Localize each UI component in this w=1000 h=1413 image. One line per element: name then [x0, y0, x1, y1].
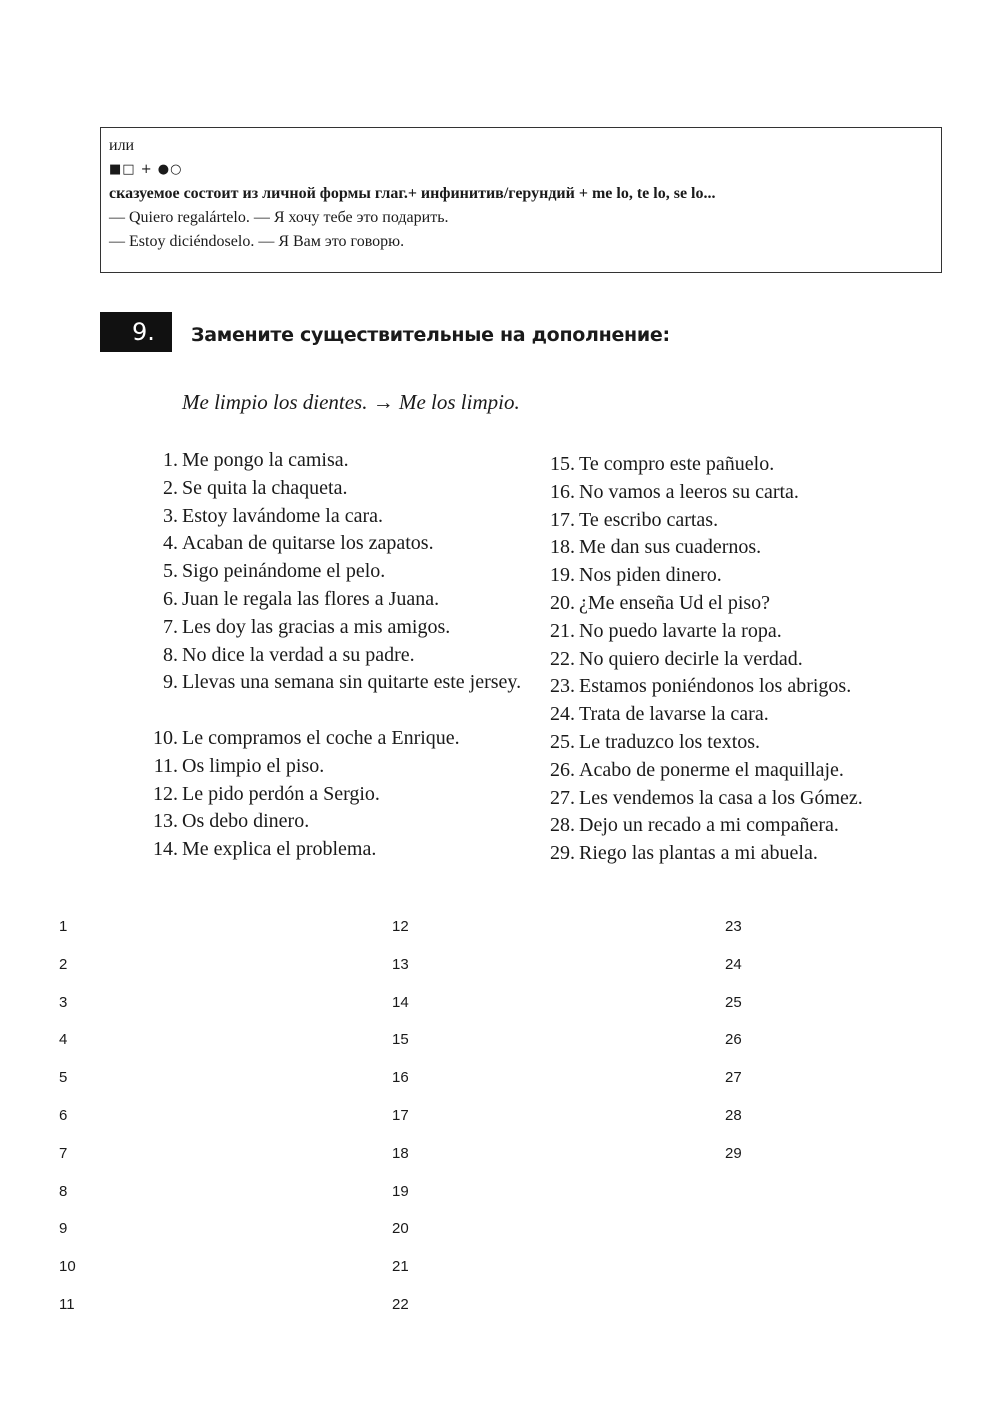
- exercise-item: [140, 475, 540, 503]
- exercise-item-number: 5.: [163, 560, 178, 583]
- answer-slot-label: 13: [392, 955, 409, 973]
- exercise-item-number: 7.: [163, 615, 178, 638]
- exercise-item: [140, 614, 540, 642]
- rule-example-1: — Quiero regalártelo. — Я хочу тебе это подарить.: [109, 209, 449, 226]
- exercise-item: [140, 503, 540, 531]
- answer-slot-label: 9: [59, 1220, 68, 1238]
- exercise-item-number: 6.: [163, 587, 178, 610]
- rule-symbols: ■□ + ●○: [109, 162, 183, 177]
- exercise-item-text: Nos piden dinero.: [579, 564, 722, 587]
- exercise-item-number: 15.: [550, 453, 575, 475]
- exercise-item: [537, 840, 937, 868]
- answer-slot-label: 1: [59, 918, 68, 935]
- answer-slot-label: 5: [59, 1069, 68, 1087]
- exercise-item-text: Me pongo la camisa.: [182, 449, 349, 471]
- exercise-example: Me limpio los dientes. → Me los limpio.: [182, 390, 520, 414]
- answer-slot-label: 21: [392, 1258, 409, 1276]
- exercise-item-number: 25.: [550, 730, 575, 753]
- exercise-item-text: Les doy las gracias a mis amigos.: [182, 615, 451, 638]
- answer-slot-label: 29: [725, 1144, 742, 1162]
- exercise-item-number: 20.: [550, 591, 575, 614]
- exercise-item: [140, 558, 540, 586]
- exercise-item-text: Sigo peinándome el pelo.: [182, 560, 386, 583]
- exercise-item-number: 9.: [163, 671, 178, 694]
- exercise-item-number: 18.: [550, 536, 575, 559]
- exercise-item-number: 28.: [550, 814, 575, 837]
- exercise-item: [537, 785, 937, 813]
- answer-slot-label: 2: [59, 955, 68, 973]
- exercise-list-left: [140, 447, 540, 864]
- exercise-item-number: 21.: [550, 619, 575, 642]
- exercise-item-text: Os debo dinero.: [182, 810, 310, 833]
- answer-slot-label: 14: [392, 993, 409, 1011]
- exercise-item-text: Acaban de quitarse los zapatos.: [182, 532, 434, 555]
- exercise-item-number: 16.: [550, 480, 575, 503]
- answer-slot-label: 20: [392, 1220, 409, 1238]
- exercise-item-text: Riego las plantas a mi abuela.: [579, 842, 818, 865]
- exercise-item: [537, 701, 937, 729]
- answer-slot-label: 17: [392, 1106, 409, 1124]
- answer-slot-label: 18: [392, 1144, 409, 1162]
- exercise-item-number: 4.: [163, 532, 178, 555]
- exercise-item-text: Me explica el problema.: [182, 838, 377, 861]
- answer-slot-label: 26: [725, 1031, 742, 1049]
- exercise-item-number: 26.: [550, 758, 575, 781]
- exercise-item-number: 19.: [550, 564, 575, 587]
- exercise-item-number: 14.: [153, 838, 178, 861]
- exercise-item-text: Le compramos el coche a Enrique.: [182, 726, 460, 749]
- exercise-item-number: 2.: [163, 476, 178, 499]
- answer-column-3: [725, 917, 742, 1182]
- exercise-item: [537, 812, 937, 840]
- exercise-item: [537, 729, 937, 757]
- answer-column-1: [59, 917, 76, 1333]
- exercise-item-text: Llevas una semana sin quitarte este jersey.: [182, 671, 522, 694]
- exercise-item: [140, 808, 540, 836]
- grammar-rule-box: [100, 127, 942, 273]
- answer-slot-label: 24: [725, 955, 742, 973]
- exercise-item-text: No vamos a leeros su carta.: [579, 480, 799, 503]
- answer-column-2: [392, 917, 409, 1333]
- exercise-item-text: No quiero decirle la verdad.: [579, 647, 803, 670]
- answer-slot-label: 8: [59, 1182, 68, 1200]
- rule-description: сказуемое состоит из личной формы глаг.+ инфинитив/герундий + me lo, te lo, se lo...: [109, 185, 716, 202]
- answer-slot-label: 3: [59, 993, 68, 1011]
- rule-line-or: или: [109, 137, 135, 154]
- exercise-item: [537, 673, 937, 701]
- answer-slot-label: 6: [59, 1106, 68, 1124]
- exercise-item-number: 11.: [153, 754, 178, 777]
- exercise-item-text: Le traduzco los textos.: [579, 730, 761, 753]
- exercise-item: [537, 562, 937, 590]
- exercise-item-text: Te compro este pañuelo.: [579, 453, 775, 475]
- exercise-item-number: 29.: [550, 842, 575, 865]
- answer-slot-label: 10: [59, 1258, 76, 1276]
- exercise-item: [140, 530, 540, 558]
- exercise-item-text: Estamos poniéndonos los abrigos.: [579, 675, 852, 698]
- answer-slot-label: 23: [725, 918, 742, 935]
- exercise-title: Замените существительные на дополнение:: [191, 324, 670, 346]
- exercise-item-text: Juan le regala las flores a Juana.: [182, 587, 440, 610]
- exercise-item-text: Dejo un recado a mi compañera.: [579, 814, 839, 837]
- exercise-item-text: No puedo lavarte la ropa.: [579, 619, 782, 642]
- rule-example-2: — Estoy diciéndoselo. — Я Вам это говорю.: [109, 233, 405, 250]
- exercise-item: [140, 725, 540, 753]
- exercise-item-number: 17.: [550, 508, 575, 531]
- exercise-item-number: 13.: [153, 810, 178, 833]
- exercise-item-number: 10.: [153, 726, 178, 749]
- answer-slot-label: 27: [725, 1069, 742, 1087]
- exercise-item: [537, 534, 937, 562]
- exercise-item: [537, 507, 937, 535]
- exercise-item-number: 23.: [550, 675, 575, 698]
- answer-slot-label: 11: [59, 1295, 75, 1313]
- exercise-item-text: Me dan sus cuadernos.: [579, 536, 762, 559]
- exercise-item: [537, 451, 937, 479]
- exercise-item-text: Acabo de ponerme el maquillaje.: [579, 758, 844, 781]
- exercise-item-text: Os limpio el piso.: [182, 754, 325, 777]
- exercise-item-text: Te escribo cartas.: [579, 508, 719, 531]
- exercise-item-number: 24.: [550, 703, 575, 726]
- answer-slot-label: 25: [725, 993, 742, 1011]
- exercise-item: [537, 479, 937, 507]
- exercise-item: [140, 642, 540, 670]
- answer-slot-label: 19: [392, 1182, 409, 1200]
- exercise-item: [140, 669, 540, 725]
- exercise-item-text: Le pido perdón a Sergio.: [182, 782, 380, 805]
- exercise-item-text: Les vendemos la casa a los Gómez.: [579, 786, 863, 809]
- exercise-number-badge: 9.: [100, 312, 172, 352]
- exercise-item-number: 27.: [550, 786, 575, 809]
- answer-slot-label: 7: [59, 1144, 68, 1162]
- exercise-item: [140, 836, 540, 864]
- exercise-item: [140, 781, 540, 809]
- exercise-item-text: Se quita la chaqueta.: [182, 476, 348, 499]
- exercise-item-number: 8.: [163, 643, 178, 666]
- exercise-item: [140, 753, 540, 781]
- exercise-item: [537, 757, 937, 785]
- answer-slot-label: 15: [392, 1031, 409, 1049]
- exercise-item: [140, 447, 540, 475]
- exercise-item-number: 3.: [163, 504, 178, 527]
- exercise-item: [537, 646, 937, 674]
- exercise-item-text: ¿Me enseña Ud el piso?: [579, 591, 771, 614]
- exercise-item-text: No dice la verdad a su padre.: [182, 643, 415, 666]
- answer-slot-label: 12: [392, 918, 409, 935]
- answer-slot-label: 4: [59, 1031, 68, 1049]
- exercise-item-text: Trata de lavarse la cara.: [579, 703, 769, 726]
- answer-slot-label: 16: [392, 1069, 409, 1087]
- answer-slot-label: 28: [725, 1106, 742, 1124]
- exercise-list-right: [537, 451, 937, 868]
- exercise-item-number: 12.: [153, 782, 178, 805]
- exercise-item: [537, 590, 937, 618]
- exercise-item-number: 22.: [550, 647, 575, 670]
- answer-slot-label: 22: [392, 1295, 409, 1313]
- exercise-item-number: 1.: [163, 449, 178, 471]
- exercise-item: [537, 618, 937, 646]
- exercise-item: [140, 586, 540, 614]
- exercise-item-text: Estoy lavándome la cara.: [182, 504, 384, 527]
